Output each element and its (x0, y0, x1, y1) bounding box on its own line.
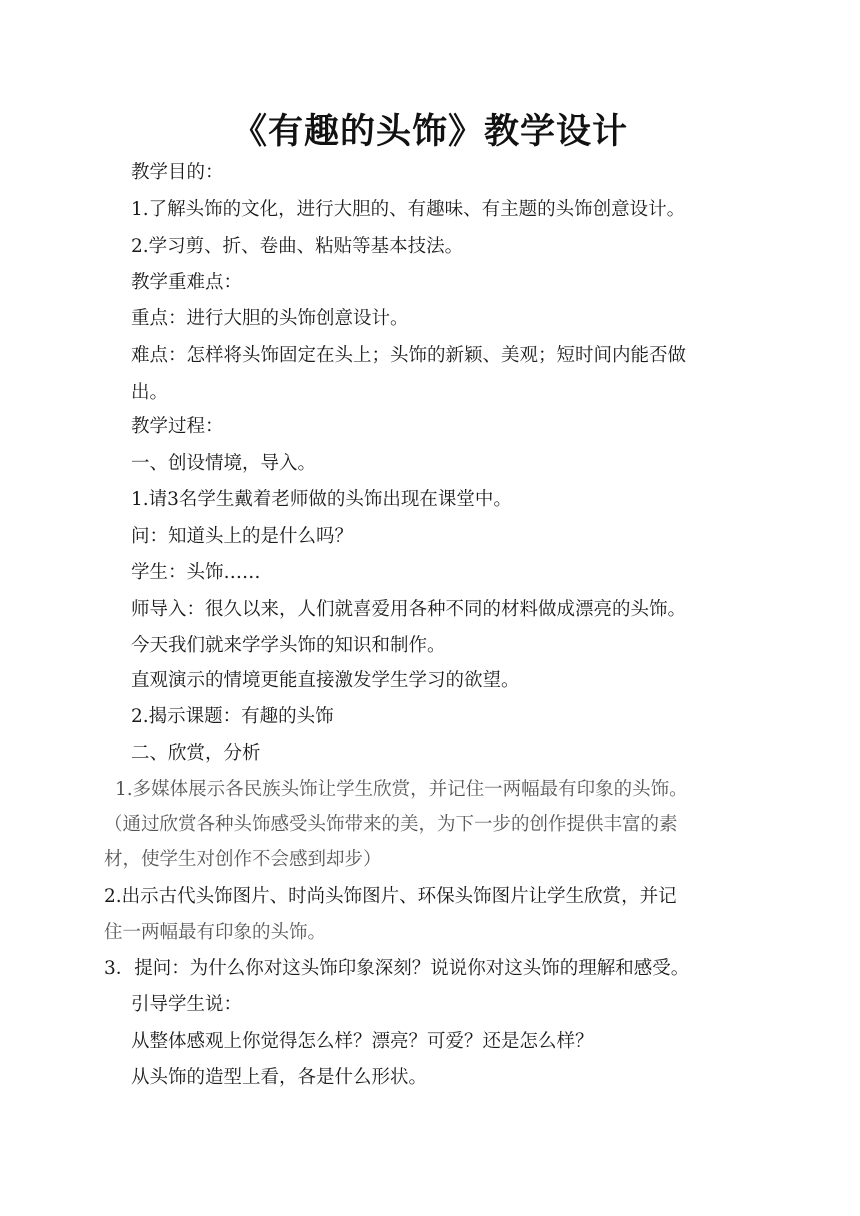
section-heading-process: 教学过程： (131, 416, 224, 437)
paragraph-line: 问：知道头上的是什么吗？ (131, 526, 354, 547)
paragraph-line: 学生：头饰…… (131, 562, 261, 583)
section-heading-objectives: 教学目的： (131, 162, 224, 183)
step-heading-2: 二、欣赏，分析 (131, 743, 261, 764)
section-heading-key-points: 教学重难点： (131, 272, 243, 293)
document-title: 《有趣的头饰》教学设计 (231, 111, 628, 152)
paragraph-line: 材，使学生对创作不会感到却步） (104, 849, 382, 870)
paragraph-line: （通过欣赏各种头饰感受头饰带来的美，为下一步的创作提供丰富的素 (104, 814, 678, 835)
paragraph-line: 从整体感观上你觉得怎么样？漂亮？可爱？还是怎么样？ (131, 1031, 594, 1052)
paragraph-line: 2.出示古代头饰图片、时尚头饰图片、环保头饰图片让学生欣赏，并记 (104, 886, 677, 907)
objective-2: 2.学习剪、折、卷曲、粘贴等基本技法。 (131, 236, 464, 257)
paragraph-line: 3．提问：为什么你对这头饰印象深刻？说说你对这头饰的理解和感受。 (104, 958, 690, 979)
paragraph-line: 2.揭示课题：有趣的头饰 (131, 706, 334, 727)
difficult-point-continued: 出。 (131, 382, 169, 403)
paragraph-line: 直观演示的情境更能直接激发学生学习的欲望。 (131, 670, 520, 691)
paragraph-line: 今天我们就来学学头饰的知识和制作。 (131, 635, 446, 656)
paragraph-line: 住一两幅最有印象的头饰。 (104, 922, 327, 943)
paragraph-line: 师导入：很久以来，人们就喜爱用各种不同的材料做成漂亮的头饰。 (131, 599, 687, 620)
objective-1: 1.了解头饰的文化，进行大胆的、有趣味、有主题的头饰创意设计。 (131, 199, 686, 220)
paragraph-line: 从头饰的造型上看，各是什么形状。 (131, 1067, 428, 1088)
paragraph-line: 1.多媒体展示各民族头饰让学生欣赏，并记住一两幅最有印象的头饰。 (115, 779, 688, 800)
paragraph-line: 引导学生说： (131, 994, 243, 1015)
difficult-point: 难点：怎样将头饰固定在头上；头饰的新颖、美观；短时间内能否做 (131, 345, 687, 366)
step-heading-1: 一、创设情境，导入。 (131, 453, 317, 474)
paragraph-line: 1.请3名学生戴着老师做的头饰出现在课堂中。 (131, 489, 512, 510)
key-point: 重点：进行大胆的头饰创意设计。 (131, 308, 409, 329)
